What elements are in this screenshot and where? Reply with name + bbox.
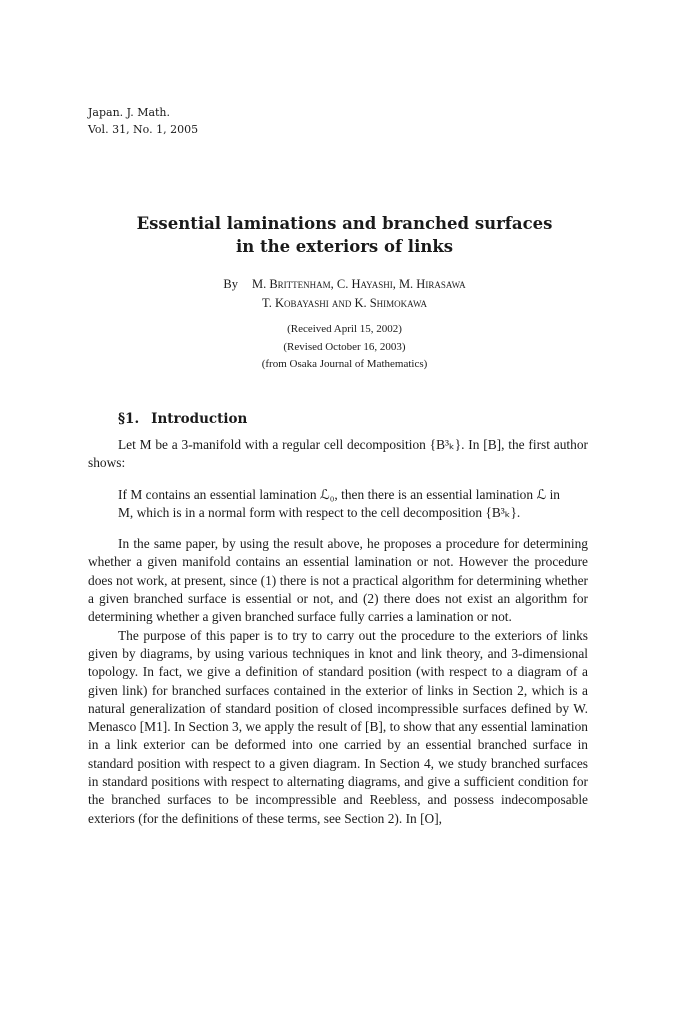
by-label: By	[223, 277, 238, 291]
paper-title	[0, 212, 689, 258]
author-block	[0, 275, 689, 313]
date-block	[0, 321, 689, 374]
section-heading	[118, 411, 247, 427]
journal-name: Japan. J. Math.	[88, 106, 171, 119]
paragraph-2: In the same paper, by using the result above, he proposes a procedure for determining whether a given manifold contains an essential lamination or not. However the procedure does not work, at present, since (1) there is not a practical algorithm for determining whether a given branched surface is essential or not, and (2) there does not exist an algorithm for determining whether a given branched surface fully carries a lamination or not.	[88, 536, 588, 625]
source-note: (from Osaka Journal of Mathematics)	[261, 358, 428, 370]
section-number: §1.	[118, 411, 140, 427]
author-names-1: M. Brittenham, C. Hayashi, M. Hirasawa	[251, 277, 466, 291]
author-line-1	[0, 275, 689, 294]
journal-volume: Vol. 31, No. 1, 2005	[88, 123, 199, 136]
body-text	[88, 436, 588, 828]
received-date: (Received April 15, 2002)	[287, 323, 402, 335]
paragraph-1: Let M be a 3-manifold with a regular cell decomposition {B³ₖ}. In [B], the first author shows:	[88, 437, 588, 471]
title-line-2: in the exteriors of links	[235, 237, 454, 256]
quoted-theorem: If M contains an essential lamination ℒ₀, then there is an essential lamination ℒ in M, which is in a normal form with respect to the cell decomposition {B³ₖ}.	[118, 486, 560, 520]
section-title: Introduction	[151, 411, 248, 427]
paragraph-3: The purpose of this paper is to try to carry out the procedure to the exteriors of links given by diagrams, by using various techniques in knot and link theory, and 3-dimensional topology. In fact, we give a definition of standard position (with respect to a diagram of a given link) for branched surfaces contained in the exterior of links in Section 2, which is a natural generalization of standard position of closed incompressible surfaces defined by W. Menasco [M1]. In Section 3, we apply the result of [B], to show that any essential lamination in a link exterior can be deformed into one carried by an essential branched surface in standard position with respect to a given diagram. In Section 4, we study branched surfaces in standard positions with respect to alternating diagrams, and give a sufficient condition for the branched surfaces to be incompressible and Reebless, and possess indecomposable exteriors (for the definitions of these terms, see Section 2). In [O],	[88, 627, 588, 826]
journal-citation	[88, 104, 198, 138]
title-line-1: Essential laminations and branched surfaces	[136, 214, 553, 233]
revised-date: (Revised October 16, 2003)	[283, 340, 406, 353]
author-names-2: T. Kobayashi and K. Shimokawa	[262, 296, 427, 310]
